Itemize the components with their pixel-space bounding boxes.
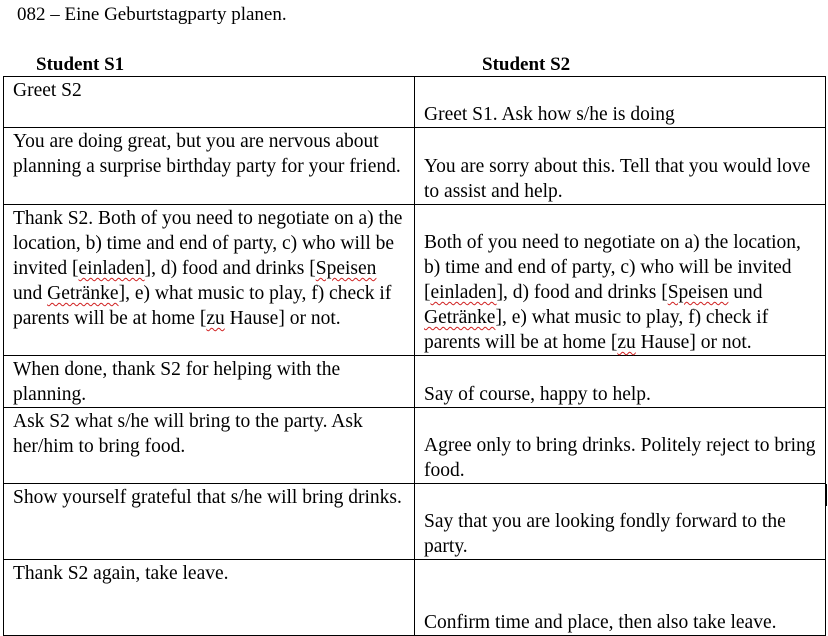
s2-instruction: Say of course, happy to help. xyxy=(415,356,826,408)
spellcheck-word: Getränke xyxy=(47,283,119,304)
s1-instruction: When done, thank S2 for helping with the planning. xyxy=(4,356,415,408)
text-segment: und xyxy=(728,282,763,303)
spellcheck-word: zu xyxy=(206,308,225,329)
spellcheck-word: einladen xyxy=(430,282,497,303)
table-row xyxy=(4,484,826,560)
s1-instruction: You are doing great, but you are nervous about planning a surprise birthday party for your friend. xyxy=(4,128,415,205)
role-play-table xyxy=(3,76,826,636)
s2-instruction xyxy=(415,205,826,356)
s2-instruction: Confirm time and place, then also take leave. xyxy=(415,560,826,636)
text-segment: ], d) food and drinks [ xyxy=(496,282,668,303)
text-segment: Both of you need to negotiate on a) the location, b) time and end of party, c) who will be invited [ xyxy=(424,232,801,303)
column-header-student-s2: Student S2 xyxy=(482,54,571,75)
table-row xyxy=(4,128,826,205)
s1-instruction xyxy=(4,205,415,356)
spellcheck-word: Getränke xyxy=(424,307,496,328)
table-row xyxy=(4,205,826,356)
s2-instruction: You are sorry about this. Tell that you would love to assist and help. xyxy=(415,128,826,205)
text-segment: Thank S2. Both of you need to negotiate on a) the location, b) time and end of party, c) who will be invited [ xyxy=(13,208,403,279)
document-title: 082 – Eine Geburtstagparty planen. xyxy=(17,4,287,25)
table-row xyxy=(4,77,826,128)
s1-instruction: Greet S2 xyxy=(4,77,415,128)
text-segment: Hause] or not. xyxy=(224,308,341,329)
text-segment: Hause] or not. xyxy=(635,332,752,353)
table-row xyxy=(4,356,826,408)
spellcheck-word: einladen xyxy=(78,258,145,279)
text-segment: und xyxy=(13,283,48,304)
spellcheck-word: zu xyxy=(617,332,636,353)
s2-instruction: Greet S1. Ask how s/he is doing xyxy=(415,77,826,128)
text-segment: ], d) food and drinks [ xyxy=(144,258,316,279)
s1-instruction: Thank S2 again, take leave. xyxy=(4,560,415,636)
column-header-student-s1: Student S1 xyxy=(36,54,125,75)
table-row xyxy=(4,408,826,484)
s1-instruction: Ask S2 what s/he will bring to the party. Ask her/him to bring food. xyxy=(4,408,415,484)
s2-instruction: Agree only to bring drinks. Politely reject to bring food. xyxy=(415,408,826,484)
margin-mark xyxy=(825,484,827,506)
table-row xyxy=(4,560,826,636)
text-segment: ], e) what music to play, f) check if parents will be at home [ xyxy=(13,283,392,329)
text-segment: ], e) what music to play, f) check if parents will be at home [ xyxy=(424,307,769,353)
spellcheck-word: Speisen xyxy=(315,258,377,279)
s2-instruction: Say that you are looking fondly forward to the party. xyxy=(415,484,826,560)
s1-instruction: Show yourself grateful that s/he will bring drinks. xyxy=(4,484,415,560)
spellcheck-word: Speisen xyxy=(667,282,729,303)
